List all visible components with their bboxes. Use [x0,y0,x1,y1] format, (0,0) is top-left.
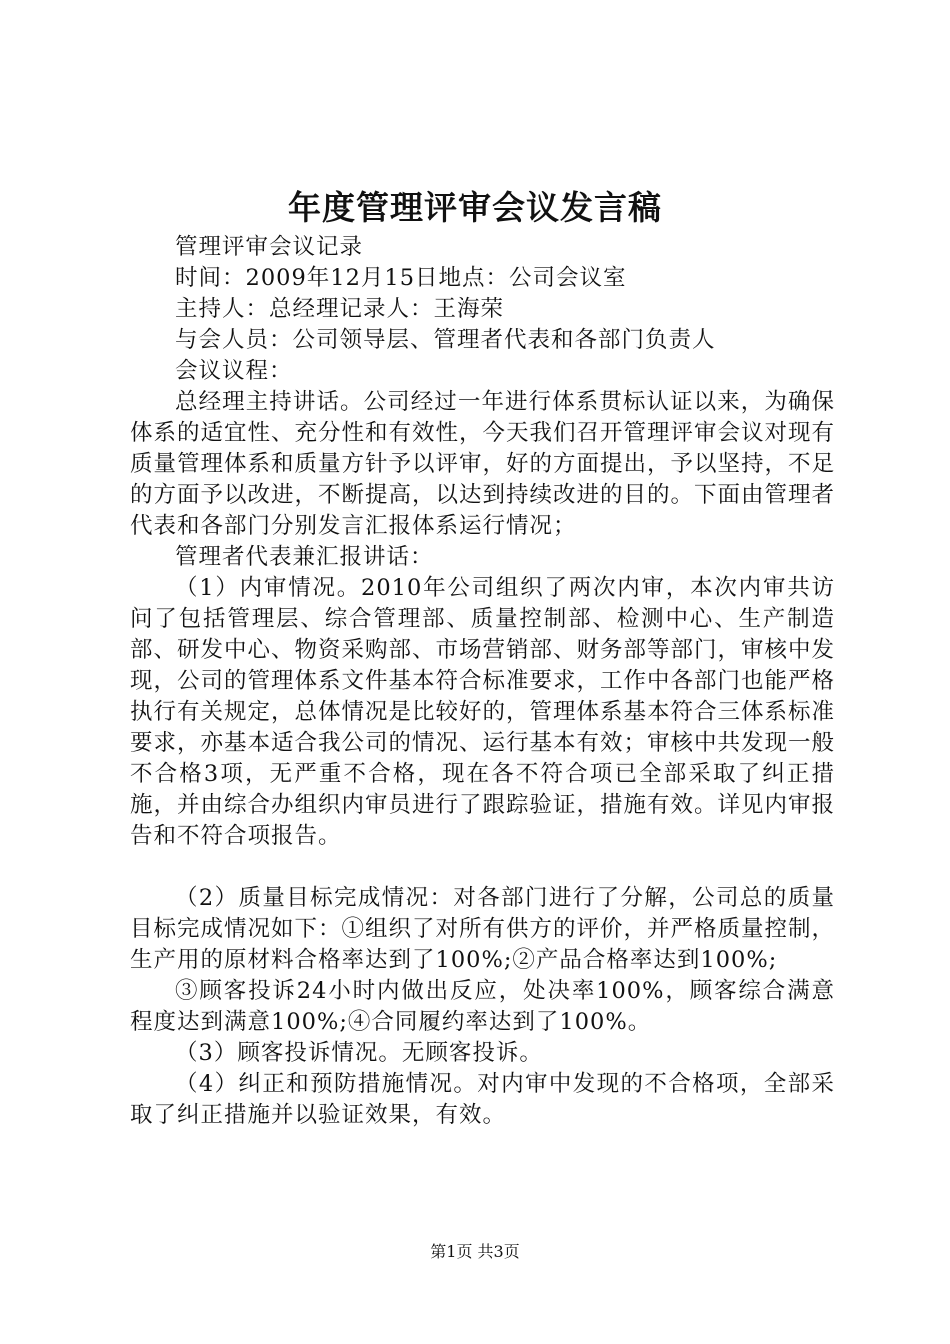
paragraph-quality-goals: （2）质量目标完成情况：对各部门进行了分解，公司总的质量目标完成情况如下：①组织了对所有供方的评价，并严格质量控制，生产用的原材料合格率达到了100%;②产品合格率达到100%; [130,885,836,973]
paragraph-corrective-actions: （4）纠正和预防措施情况。对内审中发现的不合格项，全部采取了纠正措施并以验证效果，有效。 [130,1071,835,1128]
page-footer: 第1页 共3页 [430,1242,520,1261]
paragraph-customer-response: ③顾客投诉24小时内做出反应，处决率100%，顾客综合满意程度达到满意100%;④合同履约率达到了100%。 [130,978,835,1035]
paragraph-host-recorder: 主持人：总经理记录人：王海荣 [175,296,505,322]
paragraph-internal-audit: （1）内审情况。2010年公司组织了两次内审，本次内审共访问了包括管理层、综合管理部、质量控制部、检测中心、生产制造部、研发中心、物资采购部、市场营销部、财务部等部门，审核中发现，公司的管理体系文件基本符合标准要求，工作中各部门也能严格执行有关规定，总体情况是比较好的，管理体系基本符合三体系标准要求，亦基本适合我公司的情况、运行基本有效；审核中共发现一般不合格3项，无严重不合格，现在各不符合项已全部采取了纠正措施，并由综合办组织内审员进行了跟踪验证，措施有效。详见内审报告和不符合项报告。 [130,575,836,849]
paragraph-heading: 管理评审会议记录 [175,234,364,260]
paragraph-time-place: 时间：2009年12月15日地点：公司会议室 [175,265,627,291]
paragraph-attendees: 与会人员：公司领导层、管理者代表和各部门负责人 [175,327,716,353]
paragraph-representative-label: 管理者代表兼汇报讲话： [175,544,434,570]
paragraph-manager-speech: 总经理主持讲话。公司经过一年进行体系贯标认证以来，为确保体系的适宜性、充分性和有效性，今天我们召开管理评审会议对现有质量管理体系和质量方针予以评审，好的方面提出，予以坚持，不足的方面予以改进，不断提高，以达到持续改进的目的。下面由管理者代表和各部门分别发言汇报体系运行情况； [130,389,836,539]
document-body [130,232,835,1131]
paragraph-agenda-label: 会议议程： [175,358,293,384]
paragraph-customer-complaints: （3）顾客投诉情况。无顾客投诉。 [175,1040,543,1066]
document-title: 年度管理评审会议发言稿 [288,188,662,227]
